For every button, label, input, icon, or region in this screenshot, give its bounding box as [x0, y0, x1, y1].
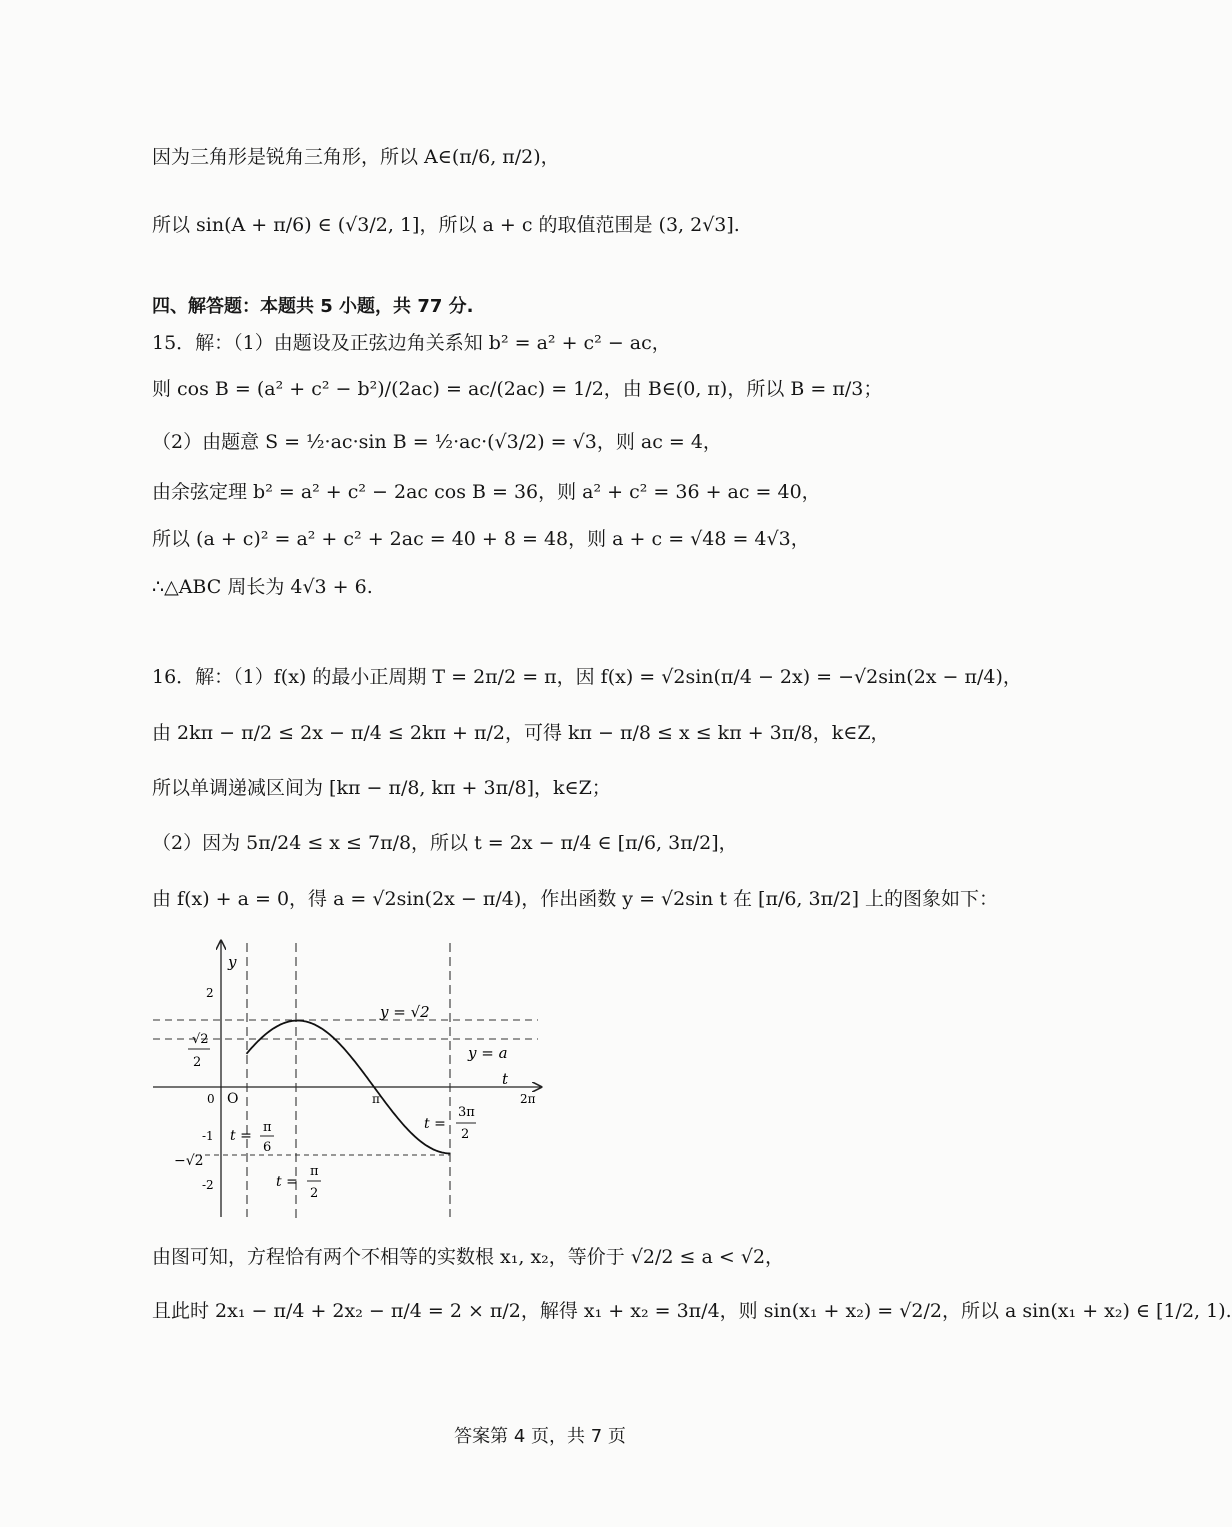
page-footer: 答案第 4 页，共 7 页	[454, 1426, 626, 1447]
q16-two-roots: 由图可知，方程恰有两个不相等的实数根 x₁, x₂，等价于 √2/2 ≤ a < √2，	[152, 1246, 785, 1268]
y-tick-neg-sqrt2: −√2	[174, 1153, 204, 1169]
q16-graph-intro: 由 f(x) + a = 0，得 a = √2sin(2x − π/4)，作出函数 y = √2sin t 在 [π/6, 3π/2] 上的图象如下：	[152, 888, 999, 910]
label-t-3pi2-den: 2	[461, 1127, 470, 1142]
y-tick-sqrt2-2-den: 2	[193, 1055, 202, 1070]
q16-final-range: 且此时 2x₁ − π/4 + 2x₂ − π/4 = 2 × π/2，解得 x₁ + x₂ = 3π/4，则 sin(x₁ + x₂) = √2/2，所以 a sin(x₁ + x₂) ∈ [1/2, 1).	[152, 1300, 1232, 1322]
t-tick-pi: π	[372, 1092, 380, 1106]
label-t-pi2-den: 2	[310, 1186, 319, 1201]
label-t-pi6-den: 6	[263, 1140, 272, 1155]
y-tick-2: 2	[206, 986, 214, 1000]
y-tick-neg2: -2	[202, 1178, 214, 1192]
label-t-pi2-num: π	[310, 1164, 319, 1179]
q15-law-of-cosines: 由余弦定理 b² = a² + c² − 2ac cos B = 36，则 a² + c² = 36 + ac = 40，	[152, 481, 821, 503]
section-heading: 四、解答题：本题共 5 小题，共 77 分.	[152, 296, 474, 317]
label-y-sqrt2: y = √2	[380, 1003, 430, 1021]
t-axis-label: t	[502, 1070, 509, 1088]
line-acute-triangle: 因为三角形是锐角三角形，所以 A∈(π/6, π/2)，	[152, 146, 560, 168]
q16-part2-range: （2）因为 5π/24 ≤ x ≤ 7π/8，所以 t = 2x − π/4 ∈ [π/6, 3π/2]，	[152, 832, 738, 854]
label-t-3pi2-num: 3π	[458, 1105, 475, 1120]
origin-label: O	[227, 1091, 239, 1107]
y-tick-neg1: -1	[202, 1129, 214, 1143]
t-tick-2pi: 2π	[520, 1092, 536, 1106]
label-y-a: y = a	[468, 1044, 508, 1062]
line-range-result: 所以 sin(A + π/6) ∈ (√3/2, 1]，所以 a + c 的取值范围是 (3, 2√3].	[152, 214, 740, 236]
q15-sum-sides: 所以 (a + c)² = a² + c² + 2ac = 40 + 8 = 48，则 a + c = √48 = 4√3，	[152, 528, 810, 550]
label-t-3pi2-prefix: t =	[424, 1116, 446, 1132]
label-t-pi6-num: π	[263, 1120, 272, 1135]
y-axis-label: y	[228, 953, 237, 971]
y-tick-0: 0	[207, 1092, 215, 1106]
q15-part2-area: （2）由题意 S = ½·ac·sin B = ½·ac·(√3/2) = √3，则 ac = 4，	[152, 431, 722, 453]
q15-perimeter: ∴△ABC 周长为 4√3 + 6.	[152, 576, 373, 598]
y-tick-sqrt2-2-num: √2	[192, 1032, 209, 1047]
q16-part1-period: 16．解：（1）f(x) 的最小正周期 T = 2π/2 = π，因 f(x) = √2sin(π/4 − 2x) = −√2sin(2x − π/4)，	[152, 666, 1022, 688]
sine-graph	[148, 935, 548, 1225]
label-t-pi6-prefix: t =	[230, 1128, 252, 1144]
q16-decreasing-interval: 所以单调递减区间为 [kπ − π/8, kπ + 3π/8]，k∈Z；	[152, 777, 611, 799]
q15-part1-intro: 15．解：（1）由题设及正弦边角关系知 b² = a² + c² − ac，	[152, 332, 671, 354]
q15-cosB: 则 cos B = (a² + c² − b²)/(2ac) = ac/(2ac) = 1/2，由 B∈(0, π)，所以 B = π/3；	[152, 378, 883, 400]
label-t-pi2-prefix: t =	[276, 1174, 298, 1190]
q16-inequality: 由 2kπ − π/2 ≤ 2x − π/4 ≤ 2kπ + π/2，可得 kπ − π/8 ≤ x ≤ kπ + 3π/8，k∈Z，	[152, 722, 890, 744]
